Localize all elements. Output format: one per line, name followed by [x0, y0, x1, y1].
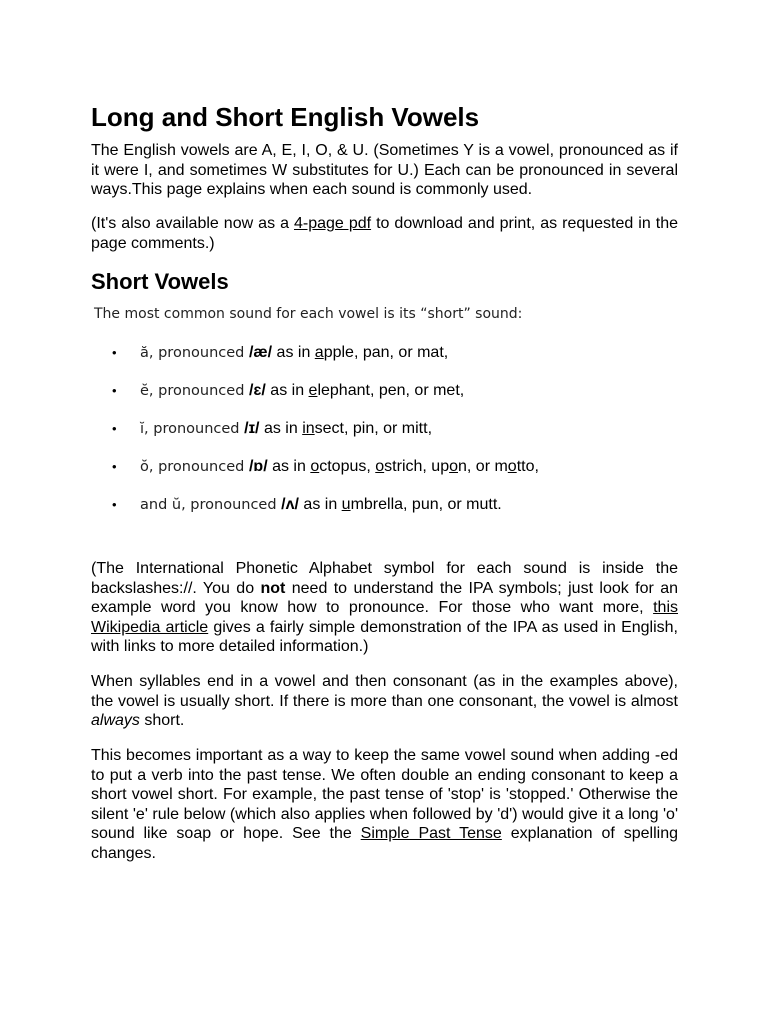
intro-paragraph: The English vowels are A, E, I, O, & U. (Sometimes Y is a vowel, pronounced as if it were I, and sometimes W substitutes for U.) Each can be pronounced in several ways.This page explains when each sound is commonly used. — [91, 142, 678, 198]
example-words: lephant, pen, or met, — [317, 382, 465, 399]
vowel-line — [140, 457, 539, 477]
pdf-text-after: to download and print, as requested in the page comments.) — [91, 215, 678, 252]
syllable-text-a: When syllables end in a vowel and then consonant (as in the examples above), the vowel is usually short. If there is more than one consonant, the vowel is almost — [91, 673, 678, 710]
wikipedia-article-link[interactable]: this Wikipedia article — [91, 599, 678, 636]
underlined-letter: o — [449, 458, 458, 475]
example-words: tto, — [516, 458, 539, 475]
ipa-text-a: (The International Phonetic Alphabet symbol for each sound is inside the backslashes://. You do — [91, 560, 678, 597]
example-words: sect, pin, or mitt, — [314, 420, 433, 437]
pdf-paragraph — [91, 214, 678, 253]
ipa-symbol: /ʌ/ — [281, 496, 299, 513]
vowel-lead: ŏ, pronounced — [140, 459, 249, 475]
bullet: • — [112, 421, 117, 436]
underlined-letter: o — [507, 458, 517, 475]
past-text-a: This becomes important as a way to keep the same vowel sound when adding -ed to put a verb into the past tense. We often double an ending consonant to keep a short vowel short. For example, the past tense of 'stop' is 'stopped.' Otherwise the silent 'e' rule below (which also applies when followed by 'd') would give it a long 'o' sound like soap or hope. See the — [91, 747, 678, 842]
short-vowels-lead: The most common sound for each vowel is its “short” sound: — [94, 306, 523, 322]
underlined-letter: u — [341, 496, 351, 513]
syllable-text-em: always — [91, 712, 140, 729]
bullet: • — [112, 459, 117, 474]
pdf-text-before: (It's also available now as a — [91, 215, 294, 232]
vowel-lead: and ŭ, pronounced — [140, 497, 282, 513]
vowel-lead: ĕ, pronounced — [140, 383, 250, 399]
underlined-letter: o — [310, 458, 320, 475]
as-in: as in — [267, 458, 311, 475]
vowel-line — [140, 343, 448, 363]
page-title: Long and Short English Vowels — [91, 102, 480, 132]
bullet: • — [112, 497, 117, 512]
underlined-letter: o — [375, 458, 385, 475]
past-text-b: explanation of spelling changes. — [91, 825, 679, 862]
underlined-letter: in — [302, 420, 315, 437]
example-words: n, or m — [458, 458, 508, 475]
vowel-lead: ĭ, pronounced — [140, 421, 245, 437]
vowel-line — [140, 419, 432, 439]
past-tense-paragraph — [91, 746, 678, 863]
vowel-line — [140, 381, 464, 401]
bullet: • — [112, 383, 117, 398]
ipa-symbol: /ɛ/ — [249, 382, 266, 399]
ipa-text-c: gives a fairly simple demonstration of the IPA as used in English, with links to more detailed information.) — [91, 618, 679, 655]
as-in: as in — [265, 382, 309, 399]
example-words: ctopus, — [319, 458, 376, 475]
as-in: as in — [272, 344, 315, 361]
underlined-letter: e — [308, 382, 318, 399]
example-words: pple, pan, or mat, — [323, 344, 449, 361]
bullet: • — [112, 345, 117, 360]
pdf-link[interactable]: 4-page pdf — [293, 215, 372, 232]
ipa-symbol: /ɒ/ — [248, 458, 268, 475]
ipa-text-bold: not — [260, 579, 286, 597]
as-in: as in — [259, 420, 303, 437]
as-in: as in — [298, 496, 342, 513]
underlined-letter: a — [314, 344, 324, 361]
example-words: mbrella, pun, or mutt. — [350, 496, 502, 513]
ipa-symbol: /ɪ/ — [244, 420, 260, 437]
ipa-paragraph — [91, 559, 678, 657]
ipa-symbol: /æ/ — [248, 344, 273, 361]
example-words: strich, up — [384, 458, 450, 475]
syllable-text-b: short. — [139, 712, 185, 729]
ipa-text-b: need to understand the IPA symbols; just look for an example word you know how to pronounce. For those who want more, — [91, 579, 678, 616]
short-vowels-heading: Short Vowels — [91, 269, 229, 294]
syllable-paragraph — [91, 672, 678, 731]
vowel-lead: ă, pronounced — [140, 345, 249, 361]
vowel-line — [140, 495, 502, 515]
simple-past-tense-link[interactable]: Simple Past Tense — [360, 825, 502, 842]
